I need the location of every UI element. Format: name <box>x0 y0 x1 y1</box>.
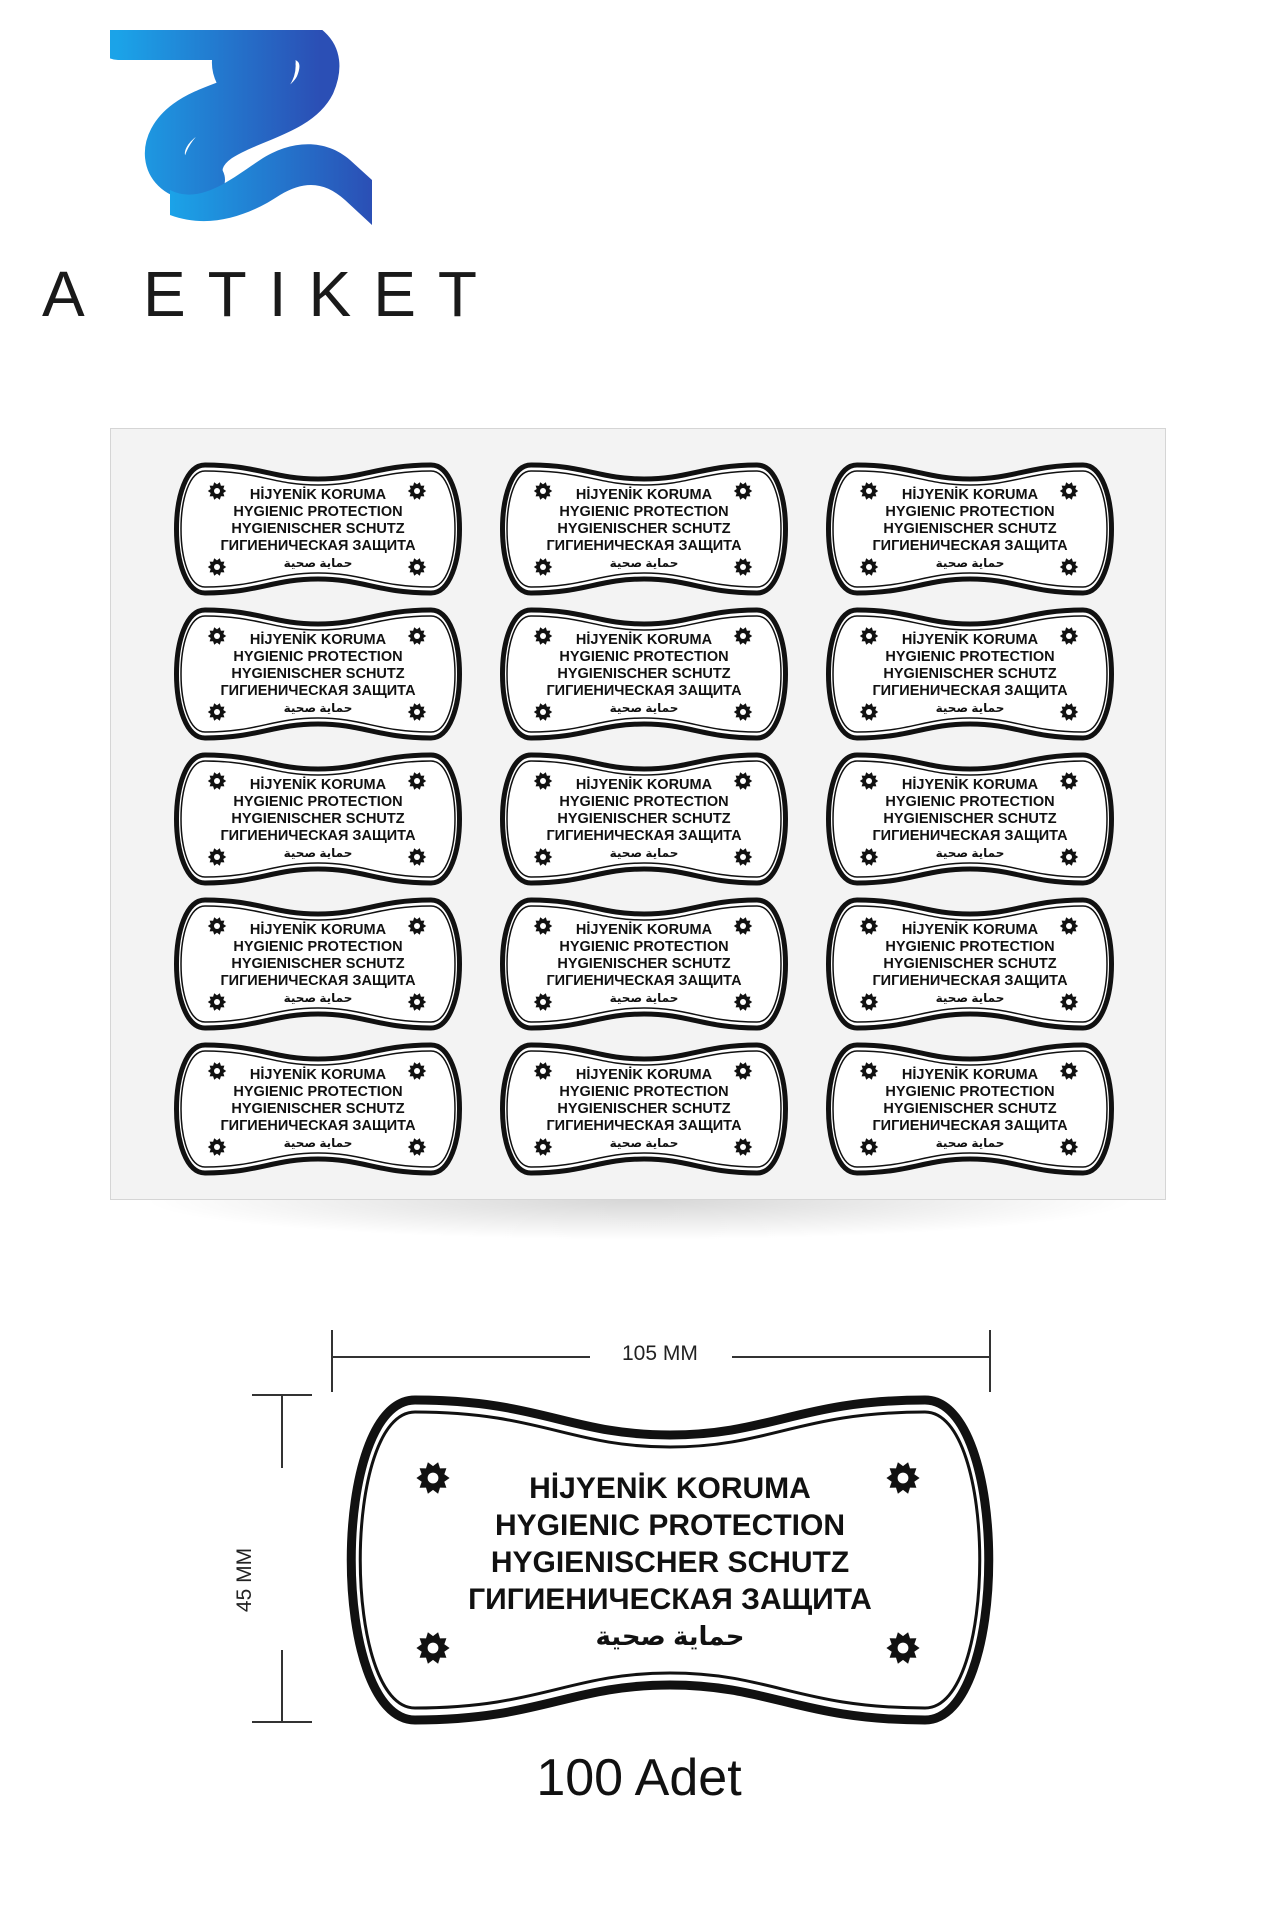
label-line-russian: ГИГИЕНИЧЕСКАЯ ЗАЩИТА <box>468 1583 872 1616</box>
label-line-russian: ГИГИЕНИЧЕСКАЯ ЗАЩИТА <box>872 538 1068 554</box>
label-line-arabic: حماية صحية <box>935 701 1005 715</box>
label-line-english: HYGIENIC PROTECTION <box>494 1509 846 1542</box>
label-line-russian: ГИГИЕНИЧЕСКАЯ ЗАЩИТА <box>546 538 742 554</box>
label-detail <box>320 1385 1020 1735</box>
gear-icon <box>415 1460 451 1501</box>
label-line-turkish: HİJYENİK KORUMA <box>901 777 1039 793</box>
label-line-german: HYGIENISCHER SCHUTZ <box>490 1546 850 1579</box>
label-line-turkish: HİJYENİK KORUMA <box>575 632 713 648</box>
width-dimension-text: 105 MM <box>610 1342 710 1366</box>
label-line-turkish: HİJYENİK KORUMA <box>529 1472 811 1505</box>
label-line-russian: ГИГИЕНИЧЕСКАЯ ЗАЩИТА <box>220 828 416 844</box>
label-line-german: HYGIENISCHER SCHUTZ <box>231 666 405 682</box>
label-line-english: HYGIENIC PROTECTION <box>233 939 403 955</box>
label-line-arabic: حماية صحية <box>283 701 353 715</box>
label-line-arabic: حماية صحية <box>935 556 1005 570</box>
label-line-turkish: HİJYENİK KORUMA <box>575 487 713 503</box>
label-line-english: HYGIENIC PROTECTION <box>233 649 403 665</box>
label-line-arabic: حماية صحية <box>609 846 679 860</box>
gear-icon <box>885 1630 921 1671</box>
label-line-english: HYGIENIC PROTECTION <box>559 504 729 520</box>
label-line-turkish: HİJYENİK KORUMA <box>249 922 387 938</box>
label-line-german: HYGIENISCHER SCHUTZ <box>231 521 405 537</box>
brand-name: A ETIKET <box>42 258 499 330</box>
label-line-english: HYGIENIC PROTECTION <box>559 649 729 665</box>
label-line-english: HYGIENIC PROTECTION <box>885 1084 1055 1100</box>
label-line-turkish: HİJYENİK KORUMA <box>901 1067 1039 1083</box>
label-line-russian: ГИГИЕНИЧЕСКАЯ ЗАЩИТА <box>872 683 1068 699</box>
height-dimension-text: 45 MM <box>233 1538 257 1622</box>
label-line-arabic: حماية صحية <box>935 846 1005 860</box>
label-line-arabic: حماية صحية <box>283 1136 353 1150</box>
label-line-german: HYGIENISCHER SCHUTZ <box>883 666 1057 682</box>
label-line-english: HYGIENIC PROTECTION <box>233 504 403 520</box>
label-line-arabic: حماية صحية <box>609 556 679 570</box>
label-line-russian: ГИГИЕНИЧЕСКАЯ ЗАЩИТА <box>872 973 1068 989</box>
label-line-turkish: HİJYENİK KORUMA <box>575 922 713 938</box>
label-line-russian: ГИГИЕНИЧЕСКАЯ ЗАЩИТА <box>546 1118 742 1134</box>
label-line-russian: ГИГИЕНИЧЕСКАЯ ЗАЩИТА <box>546 973 742 989</box>
label-line-german: HYGIENISCHER SCHUTZ <box>231 1101 405 1117</box>
label-line-english: HYGIENIC PROTECTION <box>233 1084 403 1100</box>
label-line-turkish: HİJYENİK KORUMA <box>249 1067 387 1083</box>
label-line-russian: ГИГИЕНИЧЕСКАЯ ЗАЩИТА <box>872 1118 1068 1134</box>
label-line-arabic: حماية صحية <box>595 1621 745 1651</box>
label-line-russian: ГИГИЕНИЧЕСКАЯ ЗАЩИТА <box>872 828 1068 844</box>
label-line-english: HYGIENIC PROTECTION <box>559 1084 729 1100</box>
label-line-russian: ГИГИЕНИЧЕСКАЯ ЗАЩИТА <box>546 683 742 699</box>
label-line-arabic: حماية صحية <box>283 556 353 570</box>
label-line-turkish: HİJYENİK KORUMA <box>575 1067 713 1083</box>
gear-icon <box>415 1630 451 1671</box>
label-line-german: HYGIENISCHER SCHUTZ <box>231 811 405 827</box>
label-line-arabic: حماية صحية <box>935 991 1005 1005</box>
label-line-turkish: HİJYENİK KORUMA <box>249 487 387 503</box>
label-line-russian: ГИГИЕНИЧЕСКАЯ ЗАЩИТА <box>220 1118 416 1134</box>
label-line-german: HYGIENISCHER SCHUTZ <box>883 811 1057 827</box>
label-line-english: HYGIENIC PROTECTION <box>885 939 1055 955</box>
label-line-russian: ГИГИЕНИЧЕСКАЯ ЗАЩИТА <box>220 683 416 699</box>
label-line-english: HYGIENIC PROTECTION <box>233 794 403 810</box>
label-line-english: HYGIENIC PROTECTION <box>559 794 729 810</box>
label-line-arabic: حماية صحية <box>609 1136 679 1150</box>
label-line-german: HYGIENISCHER SCHUTZ <box>883 956 1057 972</box>
label-line-turkish: HİJYENİK KORUMA <box>249 632 387 648</box>
label-line-russian: ГИГИЕНИЧЕСКАЯ ЗАЩИТА <box>220 973 416 989</box>
label-line-english: HYGIENIC PROTECTION <box>885 794 1055 810</box>
label-line-german: HYGIENISCHER SCHUTZ <box>557 811 731 827</box>
label-line-arabic: حماية صحية <box>283 991 353 1005</box>
label-line-english: HYGIENIC PROTECTION <box>885 504 1055 520</box>
label-line-german: HYGIENISCHER SCHUTZ <box>883 1101 1057 1117</box>
label-line-russian: ГИГИЕНИЧЕСКАЯ ЗАЩИТА <box>546 828 742 844</box>
label-line-german: HYGIENISCHER SCHUTZ <box>557 521 731 537</box>
label-line-german: HYGIENISCHER SCHUTZ <box>883 521 1057 537</box>
label-line-arabic: حماية صحية <box>609 701 679 715</box>
label-line-turkish: HİJYENİK KORUMA <box>901 632 1039 648</box>
label-line-german: HYGIENISCHER SCHUTZ <box>557 1101 731 1117</box>
label-line-arabic: حماية صحية <box>283 846 353 860</box>
label-line-turkish: HİJYENİK KORUMA <box>901 922 1039 938</box>
label-line-turkish: HİJYENİK KORUMA <box>249 777 387 793</box>
label-line-russian: ГИГИЕНИЧЕСКАЯ ЗАЩИТА <box>220 538 416 554</box>
label-line-german: HYGIENISCHER SCHUTZ <box>557 956 731 972</box>
label-line-german: HYGIENISCHER SCHUTZ <box>557 666 731 682</box>
label-line-arabic: حماية صحية <box>935 1136 1005 1150</box>
label-line-turkish: HİJYENİK KORUMA <box>901 487 1039 503</box>
quantity-text: 100 Adet <box>536 1749 742 1807</box>
gear-icon <box>885 1460 921 1501</box>
label-line-arabic: حماية صحية <box>609 991 679 1005</box>
label-line-english: HYGIENIC PROTECTION <box>885 649 1055 665</box>
label-line-english: HYGIENIC PROTECTION <box>559 939 729 955</box>
label-line-german: HYGIENISCHER SCHUTZ <box>231 956 405 972</box>
label-line-turkish: HİJYENİK KORUMA <box>575 777 713 793</box>
